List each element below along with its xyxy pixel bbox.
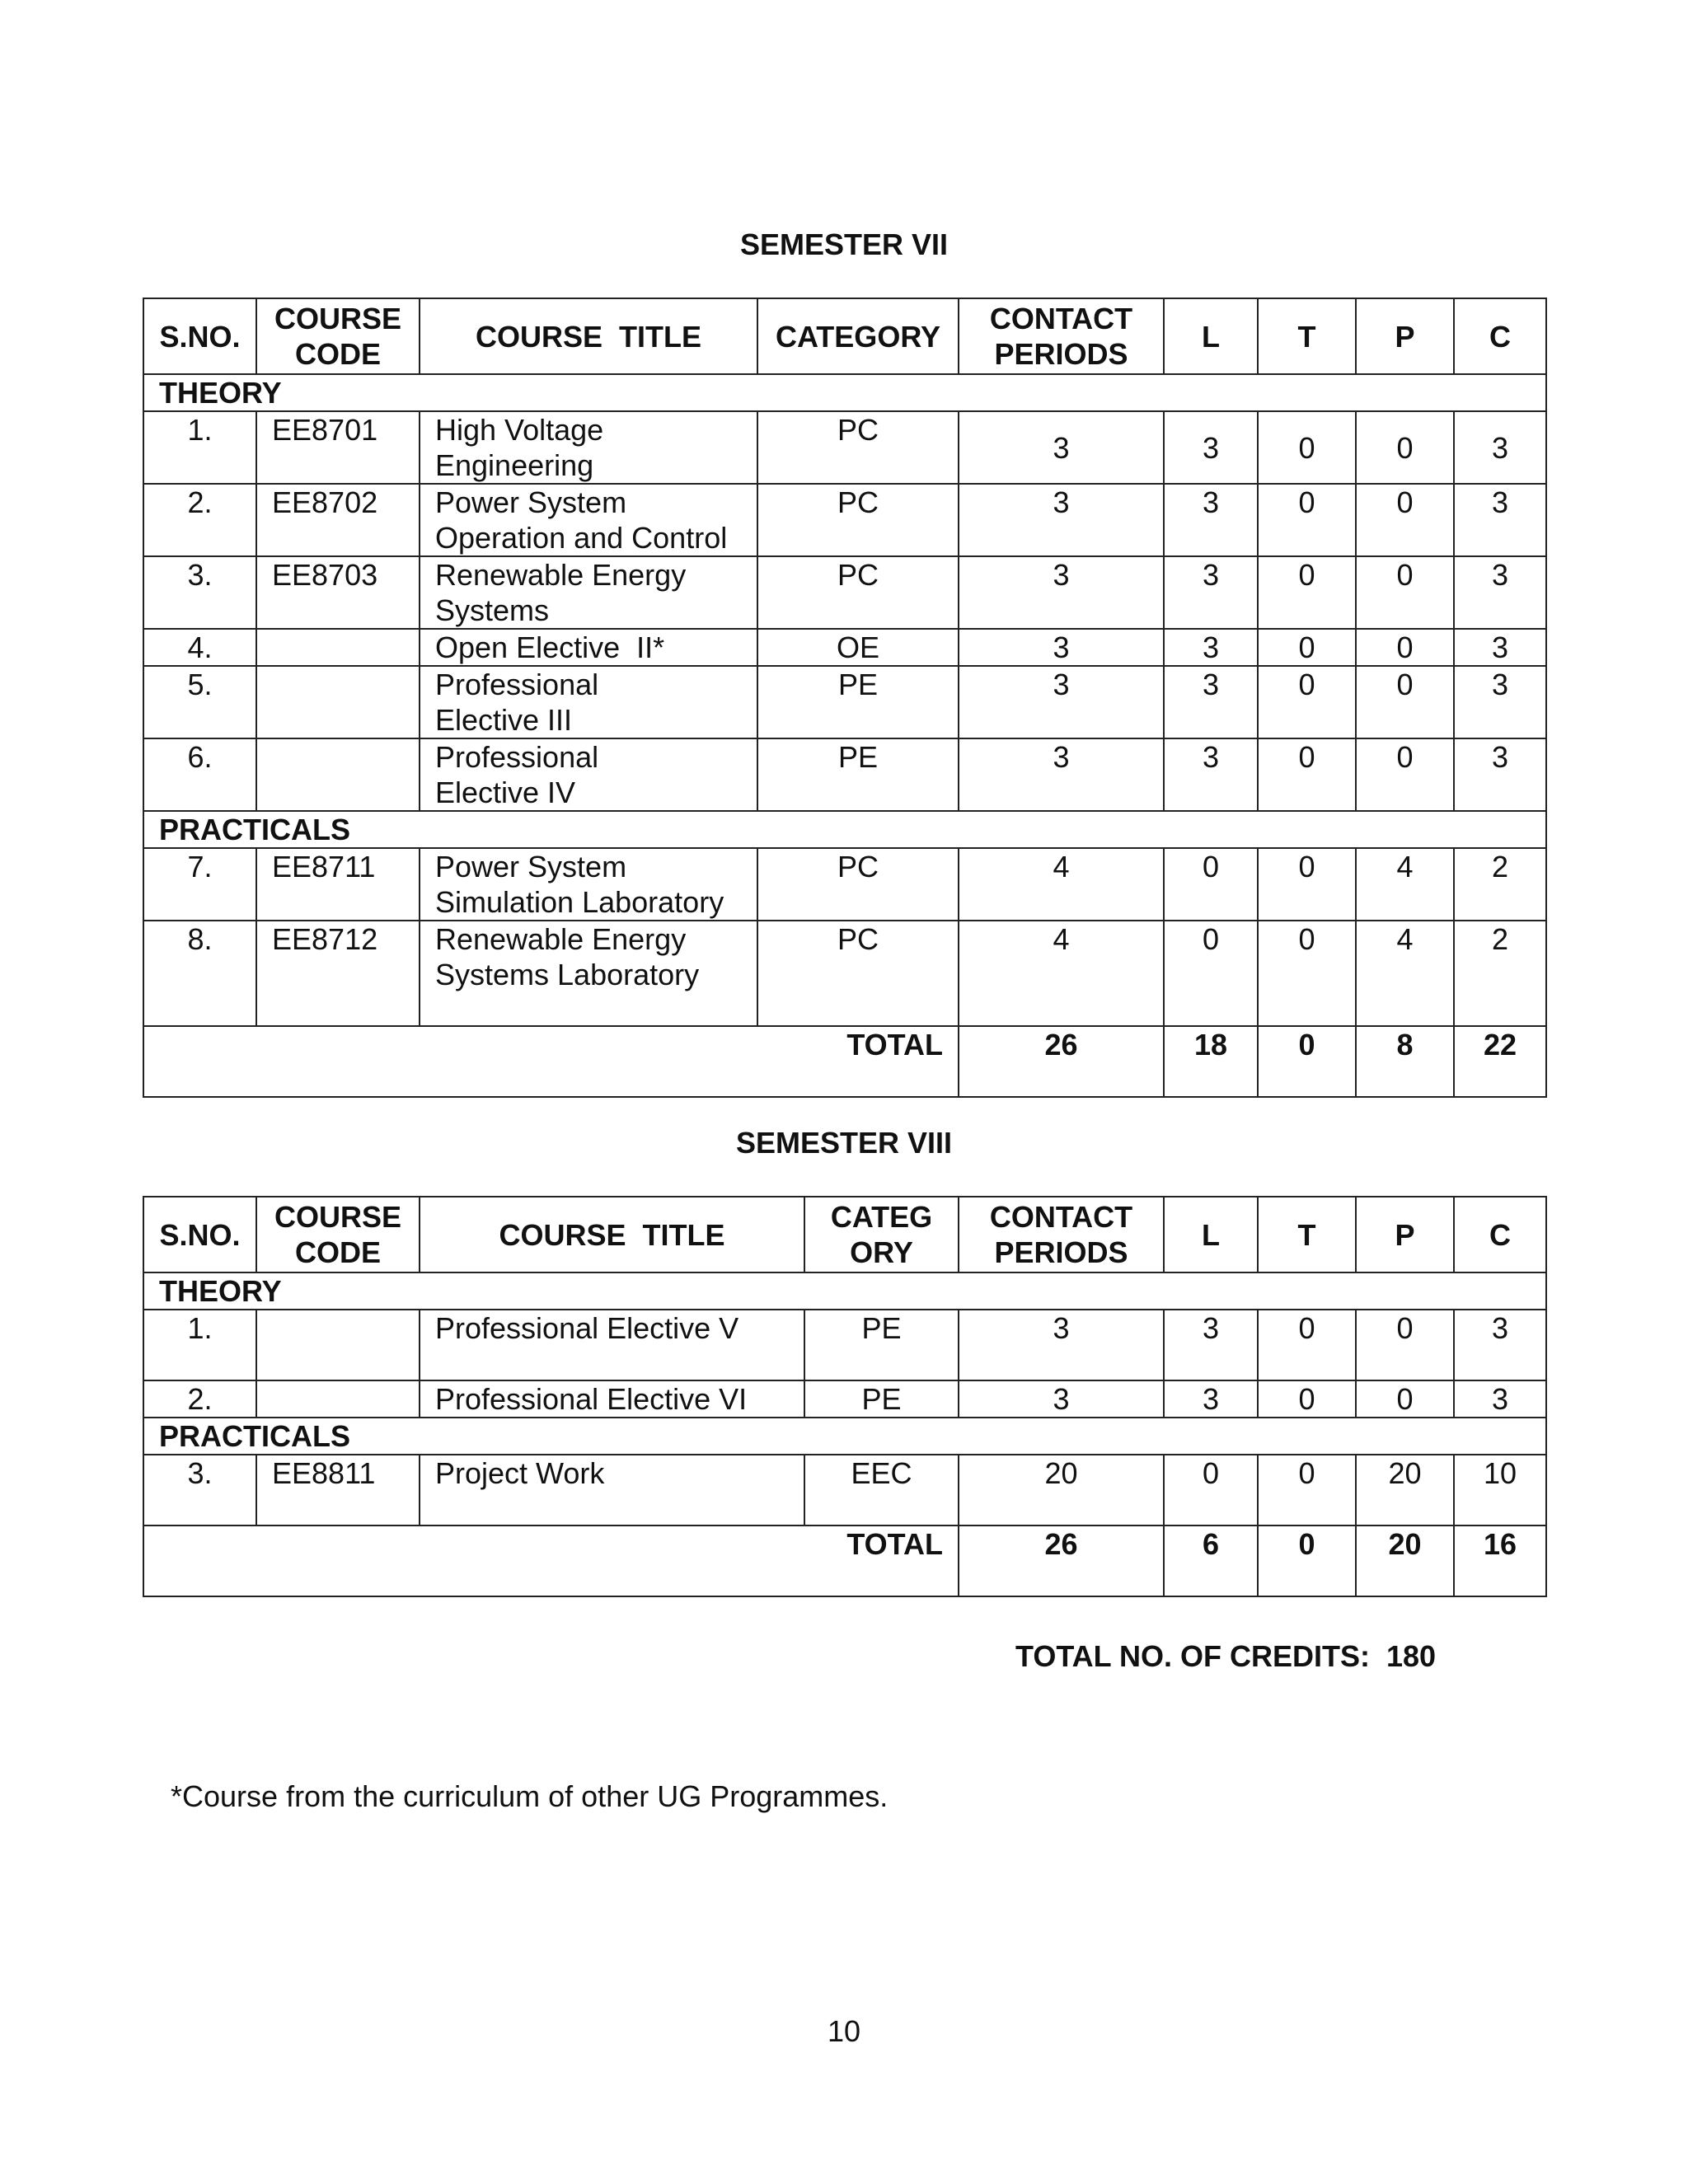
cell-course-code <box>256 629 420 666</box>
col-header-p: P <box>1356 1197 1454 1272</box>
cell-category: PC <box>757 484 959 556</box>
section-row-practicals <box>143 1418 1546 1455</box>
cell-category: PC <box>757 921 959 1026</box>
cell-c: 3 <box>1454 738 1546 811</box>
cell-c: 2 <box>1454 848 1546 921</box>
cell-c: 2 <box>1454 921 1546 1026</box>
total-row <box>143 1526 1546 1596</box>
col-header-t: T <box>1258 298 1356 374</box>
total-l: 18 <box>1164 1026 1258 1097</box>
cell-p: 0 <box>1356 1380 1454 1418</box>
cell-p: 0 <box>1356 411 1454 484</box>
cell-course-title: Power System Simulation Laboratory <box>420 848 757 921</box>
cell-course-title: Professional Elective VI <box>420 1380 804 1418</box>
table-row <box>143 484 1546 556</box>
cell-contact-periods: 3 <box>959 1310 1164 1380</box>
table-header-row <box>143 1197 1546 1272</box>
cell-c: 3 <box>1454 629 1546 666</box>
total-p: 8 <box>1356 1026 1454 1097</box>
total-c: 16 <box>1454 1526 1546 1596</box>
semester-vii-table <box>143 298 1547 1098</box>
cell-t: 0 <box>1258 738 1356 811</box>
col-header-course-code: COURSE CODE <box>256 1197 420 1272</box>
table-row <box>143 1380 1546 1418</box>
cell-course-title: Professional Elective IV <box>420 738 757 811</box>
cell-course-code: EE8703 <box>256 556 420 629</box>
cell-category: OE <box>757 629 959 666</box>
cell-course-title: Renewable Energy Systems <box>420 556 757 629</box>
section-label-practicals: PRACTICALS <box>143 1418 1546 1455</box>
cell-c: 3 <box>1454 484 1546 556</box>
cell-course-code: EE8711 <box>256 848 420 921</box>
section-row-theory <box>143 1272 1546 1310</box>
col-header-contact-periods: CONTACT PERIODS <box>959 1197 1164 1272</box>
cell-course-code: EE8712 <box>256 921 420 1026</box>
page-number: 10 <box>827 2014 861 2048</box>
cell-p: 20 <box>1356 1455 1454 1526</box>
cell-contact-periods: 3 <box>959 629 1164 666</box>
cell-t: 0 <box>1258 848 1356 921</box>
cell-course-code: EE8811 <box>256 1455 420 1526</box>
cell-course-code <box>256 1380 420 1418</box>
cell-category: PC <box>757 848 959 921</box>
col-header-l: L <box>1164 298 1258 374</box>
total-row <box>143 1026 1546 1097</box>
cell-contact-periods: 20 <box>959 1455 1164 1526</box>
cell-c: 3 <box>1454 411 1546 484</box>
cell-sno: 3. <box>143 556 256 629</box>
cell-l: 3 <box>1164 1380 1258 1418</box>
col-header-contact-periods: CONTACT PERIODS <box>959 298 1164 374</box>
col-header-p: P <box>1356 298 1454 374</box>
cell-course-title: High Voltage Engineering <box>420 411 757 484</box>
cell-course-code <box>256 1310 420 1380</box>
cell-course-title: Renewable Energy Systems Laboratory <box>420 921 757 1026</box>
total-label: TOTAL <box>143 1526 959 1596</box>
cell-sno: 1. <box>143 1310 256 1380</box>
cell-p: 0 <box>1356 1310 1454 1380</box>
col-header-sno: S.NO. <box>143 1197 256 1272</box>
cell-sno: 8. <box>143 921 256 1026</box>
col-header-course-title: COURSE TITLE <box>420 1197 804 1272</box>
col-header-category: CATEG ORY <box>804 1197 959 1272</box>
section-label-practicals: PRACTICALS <box>143 811 1546 848</box>
cell-course-code <box>256 738 420 811</box>
cell-course-code <box>256 666 420 738</box>
cell-t: 0 <box>1258 1455 1356 1526</box>
cell-sno: 2. <box>143 484 256 556</box>
cell-p: 0 <box>1356 484 1454 556</box>
semester-vii-heading: SEMESTER VII <box>739 227 949 261</box>
total-t: 0 <box>1258 1026 1356 1097</box>
cell-course-title: Professional Elective V <box>420 1310 804 1380</box>
col-header-course-code: COURSE CODE <box>256 298 420 374</box>
cell-p: 0 <box>1356 666 1454 738</box>
cell-sno: 2. <box>143 1380 256 1418</box>
cell-category: EEC <box>804 1455 959 1526</box>
cell-l: 3 <box>1164 556 1258 629</box>
cell-l: 0 <box>1164 848 1258 921</box>
cell-course-title: Professional Elective III <box>420 666 757 738</box>
cell-t: 0 <box>1258 411 1356 484</box>
cell-contact-periods: 3 <box>959 738 1164 811</box>
cell-category: PC <box>757 556 959 629</box>
cell-sno: 4. <box>143 629 256 666</box>
cell-c: 10 <box>1454 1455 1546 1526</box>
cell-t: 0 <box>1258 556 1356 629</box>
cell-contact-periods: 3 <box>959 484 1164 556</box>
table-row <box>143 556 1546 629</box>
cell-t: 0 <box>1258 1380 1356 1418</box>
total-contact-periods: 26 <box>959 1026 1164 1097</box>
cell-course-title: Power System Operation and Control <box>420 484 757 556</box>
cell-contact-periods: 4 <box>959 921 1164 1026</box>
cell-c: 3 <box>1454 666 1546 738</box>
table-row <box>143 848 1546 921</box>
total-p: 20 <box>1356 1526 1454 1596</box>
cell-course-title: Project Work <box>420 1455 804 1526</box>
cell-c: 3 <box>1454 556 1546 629</box>
cell-contact-periods: 3 <box>959 411 1164 484</box>
cell-contact-periods: 3 <box>959 1380 1164 1418</box>
cell-course-code: EE8701 <box>256 411 420 484</box>
cell-category: PE <box>757 666 959 738</box>
cell-c: 3 <box>1454 1380 1546 1418</box>
cell-p: 4 <box>1356 848 1454 921</box>
cell-p: 0 <box>1356 556 1454 629</box>
semester-viii-heading: SEMESTER VIII <box>735 1126 953 1160</box>
cell-t: 0 <box>1258 629 1356 666</box>
cell-c: 3 <box>1454 1310 1546 1380</box>
cell-l: 0 <box>1164 921 1258 1026</box>
table-row <box>143 921 1546 1026</box>
table-row <box>143 1455 1546 1526</box>
cell-l: 3 <box>1164 1310 1258 1380</box>
cell-course-title: Open Elective II* <box>420 629 757 666</box>
cell-l: 3 <box>1164 411 1258 484</box>
section-label-theory: THEORY <box>143 1272 1546 1310</box>
cell-p: 0 <box>1356 629 1454 666</box>
cell-p: 0 <box>1356 738 1454 811</box>
cell-sno: 5. <box>143 666 256 738</box>
table-row <box>143 1310 1546 1380</box>
cell-category: PE <box>757 738 959 811</box>
table-row <box>143 629 1546 666</box>
cell-l: 3 <box>1164 738 1258 811</box>
table-row <box>143 411 1546 484</box>
table-header-row <box>143 298 1546 374</box>
table-row <box>143 666 1546 738</box>
section-row-practicals <box>143 811 1546 848</box>
total-t: 0 <box>1258 1526 1356 1596</box>
cell-contact-periods: 4 <box>959 848 1164 921</box>
col-header-t: T <box>1258 1197 1356 1272</box>
cell-sno: 7. <box>143 848 256 921</box>
section-row-theory <box>143 374 1546 411</box>
cell-l: 3 <box>1164 629 1258 666</box>
total-c: 22 <box>1454 1026 1546 1097</box>
total-contact-periods: 26 <box>959 1526 1164 1596</box>
total-label: TOTAL <box>143 1026 959 1097</box>
cell-sno: 1. <box>143 411 256 484</box>
col-header-c: C <box>1454 298 1546 374</box>
cell-t: 0 <box>1258 1310 1356 1380</box>
cell-t: 0 <box>1258 921 1356 1026</box>
table-row <box>143 738 1546 811</box>
col-header-category: CATEGORY <box>757 298 959 374</box>
cell-category: PC <box>757 411 959 484</box>
cell-course-code: EE8702 <box>256 484 420 556</box>
cell-sno: 3. <box>143 1455 256 1526</box>
total-l: 6 <box>1164 1526 1258 1596</box>
cell-contact-periods: 3 <box>959 556 1164 629</box>
col-header-l: L <box>1164 1197 1258 1272</box>
cell-sno: 6. <box>143 738 256 811</box>
cell-l: 3 <box>1164 666 1258 738</box>
cell-p: 4 <box>1356 921 1454 1026</box>
cell-category: PE <box>804 1380 959 1418</box>
cell-t: 0 <box>1258 484 1356 556</box>
col-header-c: C <box>1454 1197 1546 1272</box>
total-credits: TOTAL NO. OF CREDITS: 180 <box>1015 1639 1437 1673</box>
footnote: *Course from the curriculum of other UG Programmes. <box>171 1779 889 1813</box>
col-header-sno: S.NO. <box>143 298 256 374</box>
cell-t: 0 <box>1258 666 1356 738</box>
cell-category: PE <box>804 1310 959 1380</box>
cell-l: 0 <box>1164 1455 1258 1526</box>
section-label-theory: THEORY <box>143 374 1546 411</box>
col-header-course-title: COURSE TITLE <box>420 298 757 374</box>
semester-viii-table <box>143 1196 1547 1597</box>
cell-contact-periods: 3 <box>959 666 1164 738</box>
cell-l: 3 <box>1164 484 1258 556</box>
